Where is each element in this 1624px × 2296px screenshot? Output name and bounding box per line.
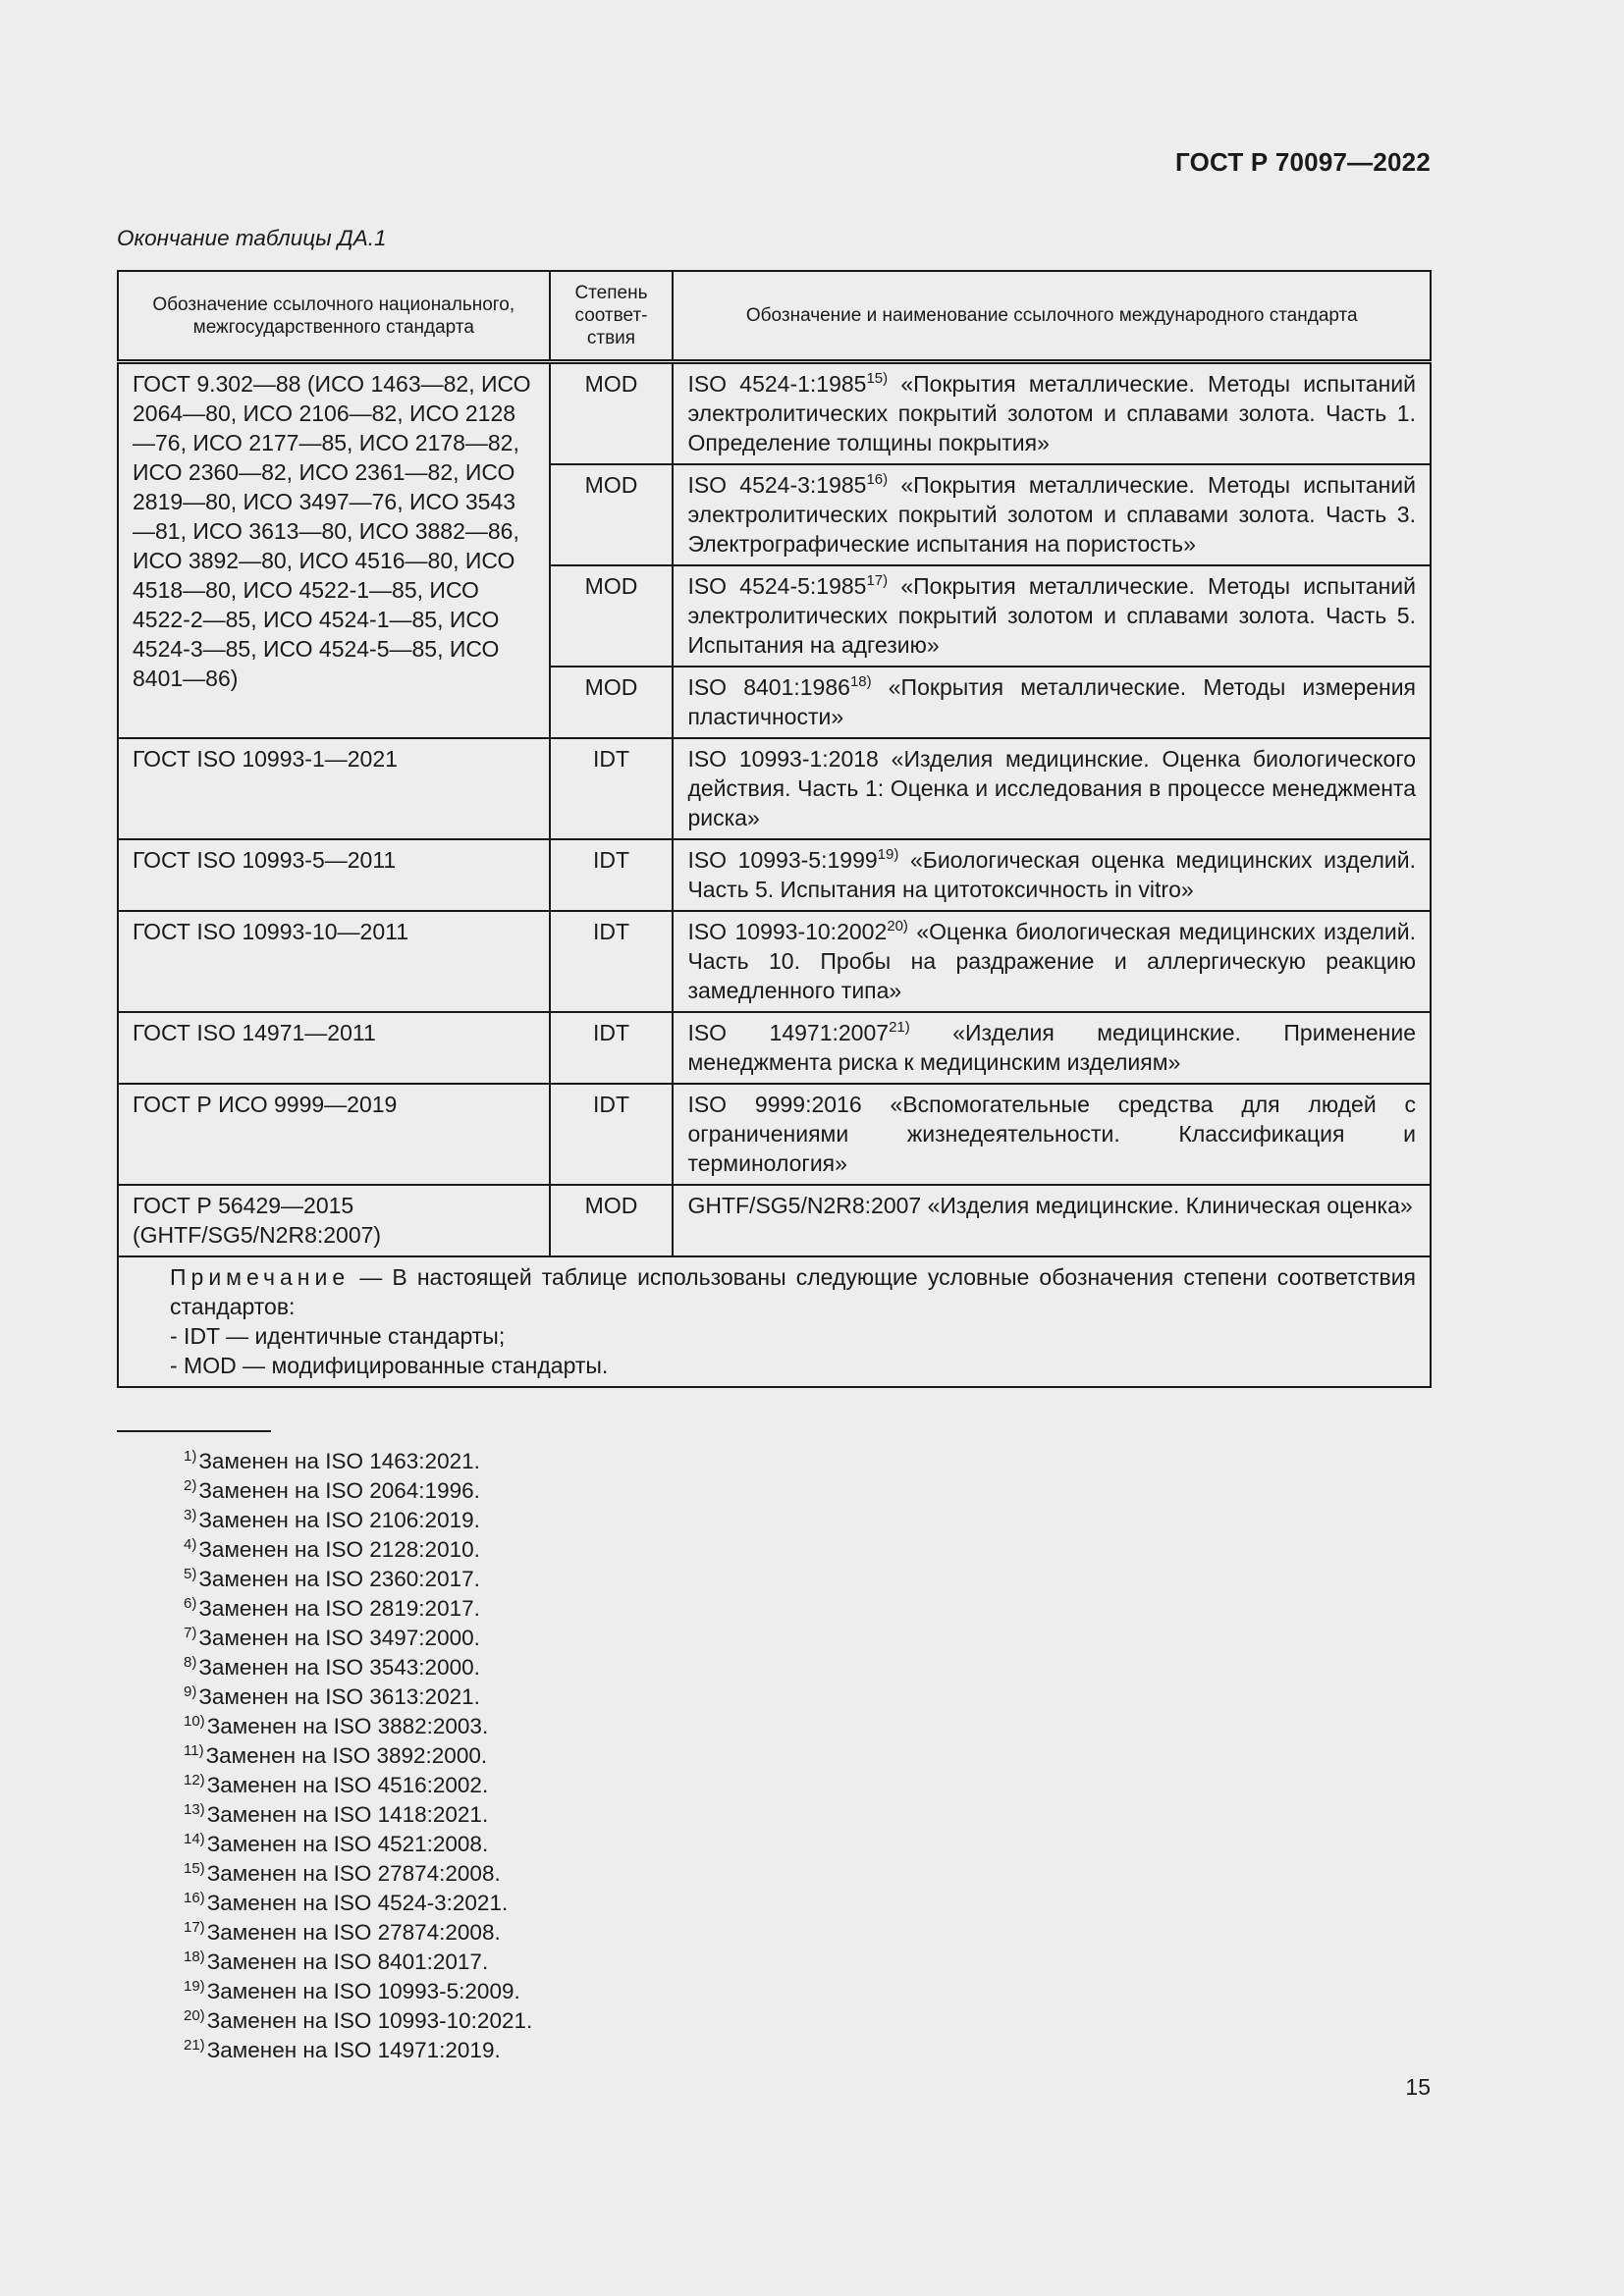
iso-title: «Покрытия металлические. Методы измерения пластичности» (687, 674, 1417, 729)
iso-code: ISO 9999:2016 (687, 1092, 862, 1117)
international-standard-cell (673, 911, 1431, 1012)
iso-code: GHTF/SG5/N2R8:2007 (687, 1193, 922, 1218)
iso-code: ISO 4524-1:1985 (687, 371, 867, 397)
degree-cell: IDT (550, 1084, 674, 1185)
footnote-number: 21) (184, 2037, 205, 2054)
footnote-text: Заменен на ISO 3613:2021. (198, 1684, 480, 1709)
footnote-number: 2) (184, 1477, 197, 1494)
iso-title: «Вспомогательные средства для людей с ограничениями жизнедеятельности. Классификация и терминология» (687, 1092, 1417, 1176)
note-row (118, 1256, 1431, 1387)
footnote-number: 14) (184, 1831, 205, 1847)
table-row (118, 911, 1431, 1012)
footnote-item (184, 1682, 532, 1712)
national-standard-cell: ГОСТ ISO 10993-10—2011 (118, 911, 550, 1012)
footnote-text: Заменен на ISO 3882:2003. (206, 1714, 489, 1738)
table-row (118, 738, 1431, 839)
note-line (133, 1262, 1416, 1321)
international-standard-cell (673, 464, 1431, 565)
degree-cell: IDT (550, 839, 674, 911)
iso-code: ISO 4524-5:1985 (687, 573, 867, 599)
footnote-text: Заменен на ISO 3892:2000. (205, 1743, 488, 1768)
table-header-row (118, 271, 1431, 362)
iso-title: «Изделия медицинские. Применение менеджмента риска к медицинским изделиям» (687, 1020, 1417, 1075)
footnote-number: 1) (184, 1448, 197, 1465)
header-degree: Степень соответ-ствия (550, 271, 674, 362)
footnote-item (184, 1889, 532, 1918)
iso-code: ISO 14971:2007 (687, 1020, 890, 1045)
footnote-number: 17) (184, 1919, 205, 1936)
footnote-number: 13) (184, 1801, 205, 1818)
footnote-item (184, 1977, 532, 2006)
international-standard-cell (673, 738, 1431, 839)
international-standard-cell (673, 362, 1431, 465)
footnote-text: Заменен на ISO 2128:2010. (198, 1537, 480, 1562)
note-item: - IDT — идентичные стандарты; (170, 1323, 506, 1349)
footnote-text: Заменен на ISO 2106:2019. (198, 1508, 480, 1532)
international-standard-cell (673, 1012, 1431, 1084)
footnote-ref: 19) (877, 846, 899, 863)
footnote-number: 20) (184, 2007, 205, 2024)
footnote-number: 15) (184, 1860, 205, 1877)
iso-title: «Покрытия металлические. Методы испытаний электролитических покрытий золотом и сплавами золота. Часть 3. Электрографические испытания на пористость» (687, 472, 1416, 557)
international-standard-cell (673, 667, 1431, 738)
degree-cell: MOD (550, 1185, 674, 1256)
iso-title: «Биологическая оценка медицинских изделий. Часть 5. Испытания на цитотоксичность in vitro» (687, 847, 1416, 902)
header-international-standard: Обозначение и наименование ссылочного международного стандарта (673, 271, 1431, 362)
footnote-list (184, 1447, 532, 2065)
footnote-separator (117, 1430, 271, 1432)
table-row (118, 362, 1431, 465)
footnote-number: 16) (184, 1890, 205, 1906)
national-standard-cell: ГОСТ ISO 14971—2011 (118, 1012, 550, 1084)
footnote-item (184, 1506, 532, 1535)
footnote-text: Заменен на ISO 4521:2008. (206, 1832, 489, 1856)
footnote-text: Заменен на ISO 14971:2019. (206, 2038, 501, 2062)
footnote-text: Заменен на ISO 2064:1996. (198, 1478, 480, 1503)
table-note (118, 1256, 1431, 1387)
footnote-text: Заменен на ISO 8401:2017. (206, 1949, 489, 1974)
footnote-number: 19) (184, 1978, 205, 1995)
document-code: ГОСТ Р 70097—2022 (1175, 147, 1431, 177)
iso-code: ISO 10993-1:2018 (687, 746, 879, 772)
footnote-number: 4) (184, 1536, 197, 1553)
footnote-item (184, 2006, 532, 2036)
footnote-item (184, 1830, 532, 1859)
international-standard-cell (673, 1185, 1431, 1256)
footnote-text: Заменен на ISO 2360:2017. (198, 1567, 480, 1591)
footnote-item (184, 1476, 532, 1506)
iso-code: ISO 10993-5:1999 (687, 847, 878, 873)
degree-cell: MOD (550, 667, 674, 738)
note-item: - MOD — модифицированные стандарты. (170, 1353, 609, 1378)
footnote-ref: 21) (889, 1019, 910, 1036)
table-row (118, 1012, 1431, 1084)
footnote-item (184, 1653, 532, 1682)
footnote-item (184, 1565, 532, 1594)
national-standard-cell: ГОСТ Р 56429—2015 (GHTF/SG5/N2R8:2007) (118, 1185, 550, 1256)
footnote-text: Заменен на ISO 3543:2000. (198, 1655, 480, 1680)
page-number: 15 (1405, 2074, 1431, 2100)
table-row (118, 1185, 1431, 1256)
footnote-ref: 17) (866, 572, 889, 589)
footnote-text: Заменен на ISO 4524-3:2021. (206, 1891, 509, 1915)
footnote-text: Заменен на ISO 10993-10:2021. (206, 2008, 533, 2033)
reference-standards-table (117, 270, 1432, 1388)
table-caption: Окончание таблицы ДА.1 (117, 226, 387, 250)
footnote-text: Заменен на ISO 10993-5:2009. (206, 1979, 520, 2003)
iso-code: ISO 4524-3:1985 (687, 472, 867, 498)
table-row (118, 1084, 1431, 1185)
footnote-number: 10) (184, 1713, 205, 1730)
footnote-item (184, 1712, 532, 1741)
iso-title: «Покрытия металлические. Методы испытаний электролитических покрытий золотом и сплавами золота. Часть 5. Испытания на адгезию» (687, 573, 1416, 658)
footnote-item (184, 1624, 532, 1653)
footnote-number: 7) (184, 1625, 197, 1641)
footnote-text: Заменен на ISO 2819:2017. (198, 1596, 480, 1621)
national-standard-cell: ГОСТ Р ИСО 9999—2019 (118, 1084, 550, 1185)
footnote-item (184, 1594, 532, 1624)
footnote-item (184, 1771, 532, 1800)
iso-title: «Изделия медицинские. Оценка биологического действия. Часть 1: Оценка и исследования в процессе менеджмента риска» (687, 746, 1417, 830)
international-standard-cell (673, 565, 1431, 667)
footnote-item (184, 1447, 532, 1476)
national-standard-cell: ГОСТ ISO 10993-1—2021 (118, 738, 550, 839)
degree-cell: IDT (550, 1012, 674, 1084)
footnote-item (184, 1535, 532, 1565)
footnote-ref: 20) (887, 918, 908, 934)
national-standard-cell: ГОСТ ISO 10993-5—2011 (118, 839, 550, 911)
footnote-text: Заменен на ISO 4516:2002. (206, 1773, 489, 1797)
iso-title: «Изделия медицинские. Клиническая оценка» (927, 1193, 1413, 1218)
footnote-number: 5) (184, 1566, 197, 1582)
footnote-item (184, 1800, 532, 1830)
footnote-number: 12) (184, 1772, 205, 1789)
note-label: Примечание (170, 1264, 351, 1290)
footnote-text: Заменен на ISO 27874:2008. (206, 1920, 501, 1945)
footnote-item (184, 1741, 532, 1771)
footnote-text: Заменен на ISO 1463:2021. (198, 1449, 480, 1473)
degree-cell: IDT (550, 738, 674, 839)
international-standard-cell (673, 1084, 1431, 1185)
note-text: — В настоящей таблице использованы следующие условные обозначения степени соответствия стандартов: (170, 1264, 1416, 1319)
table-row (118, 839, 1431, 911)
footnote-item (184, 1948, 532, 1977)
international-standard-cell (673, 839, 1431, 911)
footnote-text: Заменен на ISO 1418:2021. (206, 1802, 489, 1827)
iso-title: «Оценка биологическая медицинских изделий. Часть 10. Пробы на раздражение и аллергическую реакцию замедленного типа» (687, 919, 1416, 1003)
footnote-number: 9) (184, 1683, 197, 1700)
degree-cell: MOD (550, 464, 674, 565)
iso-code: ISO 8401:1986 (687, 674, 850, 700)
footnote-number: 6) (184, 1595, 197, 1612)
footnote-ref: 18) (849, 673, 872, 690)
footnote-number: 18) (184, 1949, 205, 1965)
footnote-item (184, 1918, 532, 1948)
footnote-number: 8) (184, 1654, 197, 1671)
header-national-standard: Обозначение ссылочного национального, межгосударственного стандарта (118, 271, 550, 362)
degree-cell: MOD (550, 362, 674, 465)
degree-cell: MOD (550, 565, 674, 667)
degree-cell: IDT (550, 911, 674, 1012)
footnote-item (184, 1859, 532, 1889)
national-standard-cell: ГОСТ 9.302—88 (ИСО 1463—82, ИСО 2064—80, ИСО 2106—82, ИСО 2128—76, ИСО 2177—85, ИСО 2178—82, ИСО 2360—82, ИСО 2361—82, ИСО 2819—80, ИСО 3497—76, ИСО 3543—81, ИСО 3613—80, ИСО 3882—86, ИСО 3892—80, ИСО 4516—80, ИСО 4518—80, ИСО 4522-1—85, ИСО 4522-2—85, ИСО 4524-1—85, ИСО 4524-3—85, ИСО 4524-5—85, ИСО 8401—86) (118, 362, 550, 739)
footnote-ref: 15) (866, 370, 889, 387)
footnote-number: 3) (184, 1507, 197, 1523)
footnote-text: Заменен на ISO 27874:2008. (206, 1861, 501, 1886)
footnote-number: 11) (184, 1742, 204, 1759)
iso-code: ISO 10993-10:2002 (687, 919, 888, 944)
footnote-item (184, 2036, 532, 2065)
iso-title: «Покрытия металлические. Методы испытаний электролитических покрытий золотом и сплавами золота. Часть 1. Определение толщины покрытия» (687, 371, 1416, 455)
footnote-ref: 16) (866, 471, 889, 488)
footnote-text: Заменен на ISO 3497:2000. (198, 1626, 480, 1650)
